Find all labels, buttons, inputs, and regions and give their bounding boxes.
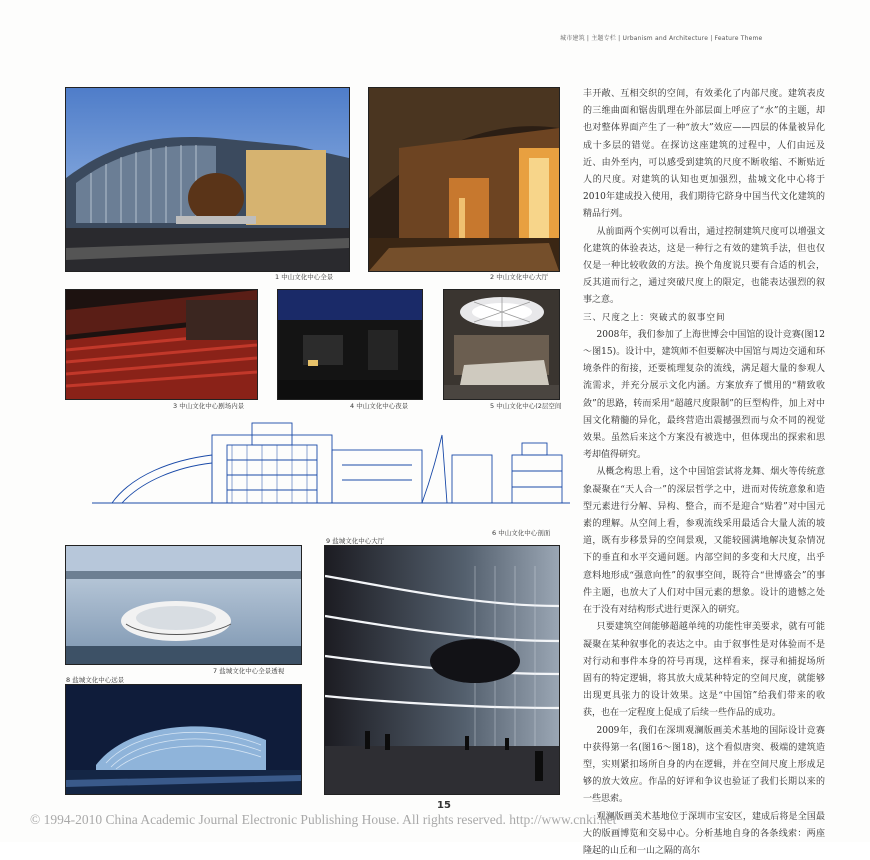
page-number: 15 [437, 800, 451, 811]
figure-2-photo [368, 87, 560, 272]
figure-3-caption: 3 中山文化中心剧场内景 [173, 402, 245, 410]
figure-7-caption: 7 盐城文化中心全景透视 [213, 667, 285, 675]
figure-6-caption: 6 中山文化中心剖面 [492, 529, 551, 537]
figure-4-photo [277, 289, 423, 400]
body-paragraph: 观澜版画美术基地位于深圳市宝安区，建成后将是全国最大的版画博览和交易中心。分析基地自身的各条线索：两座隆起的山丘和一山之隔的高尔 [583, 811, 825, 856]
body-paragraph: 2008年，我们参加了上海世博会中国馆的设计竞赛(图12～图15)。设计中，建筑师不但要解决中国馆与周边交通和环境条件的衔接，还要梳理复杂的流线，满足超大量的参观人流需求，并充分展示文化内涵。方案放弃了惯用的“精致收敛”的思路，转而采用“超越尺度限制”的巨型构件，加上对中国文化精髓的异化，最终营造出震撼强烈而与众不同的视觉效果。虽然后来这个方案没有被选中，但体现出的探索和思考却值得研究。 [583, 329, 825, 461]
figure-7-photo [65, 545, 302, 665]
figure-9-caption: 9 盐城文化中心大厅 [326, 537, 385, 545]
section-heading: 三、尺度之上：突破式的叙事空间 [583, 312, 726, 323]
figure-2-caption: 2 中山文化中心大厅 [490, 273, 549, 281]
figure-6-section-drawing [92, 415, 570, 525]
figure-4-caption: 4 中山文化中心夜景 [350, 402, 409, 410]
figure-8-photo [65, 684, 302, 795]
figure-1-caption: 1 中山文化中心全景 [275, 273, 334, 281]
body-paragraph: 从前面两个实例可以看出，通过控制建筑尺度可以增强文化建筑的体验表达，这是一种行之有效的建筑手法，但也仅仅是一种比较收敛的方法。换个角度说只要有合适的机会，反其道而行之，通过突破尺度上的限定，也能表达强烈的叙事之意。 [583, 226, 825, 306]
footer-copyright: © 1994-2010 China Academic Journal Electronic Publishing House. All rights reserved. http://www.cnki.net [30, 812, 617, 827]
body-paragraph: 从概念构思上看，这个中国馆尝试将龙舞、烟火等传统意象凝聚在“天人合一”的深层哲学之中，进而对传统意象和造型元素进行分解、异构、整合，而不是迎合“贴着”对中国元素的理解。从空间上看，参观流线采用最适合大量人流的坡道，既有步移景异的空间景观，又能较圆满地解决复杂情况下的垂直和水平交通问题。内部空间的多变和大尺度，出乎意料地形成“强意向性”的叙事空间，既符合“世博盛会”的事件主题，也放大了人们对中国元素的想象。设计的遗憾之处在于没有对结构形式进行更深入的研究。 [583, 467, 825, 616]
figure-5-photo [443, 289, 560, 400]
figure-1-photo [65, 87, 350, 272]
figure-5-caption: 5 中山文化中心(2层空间 [490, 402, 562, 410]
body-paragraph: 只要建筑空间能够超越单纯的功能性审美要求，就有可能凝聚在某种叙事化的表达之中。由于叙事性是对体验而不是对行动和事件本身的符号再现，这样看来，探寻和捕捉场所固有的特定逻辑，将其放大成某种特定的空间尺度，就能够出现更具张力的设计效果。这是“中国馆”给我们带来的收获，也在一定程度上促成了后续一些作品的成功。 [583, 622, 825, 719]
body-paragraph: 2009年，我们在深圳观澜版画美术基地的国际设计竞赛中获得第一名(图16～图18)，这个看似唐突、极端的建筑造型，实则紧扣场所自身的内在逻辑，并在空间尺度上形成足够的放大效应。作品的好评和争议也验证了我们长期以来的一些思索。 [583, 725, 825, 805]
body-paragraph: 丰开敞、互相交织的空间，有效柔化了内部尺度。建筑表皮的三维曲面和锯齿肌理在外部层面上呼应了“水”的主题，却也对整体界面产生了一种“放大”效应——四层的体量被异化成十多层的错觉。在探访这座建筑的过程中，人们由远及近、由外至内，可以感受到建筑的尺度不断收缩、不断贴近人的尺度。对建筑的认知也更加强烈，盐城文化中心将于2010年建成投入使用，我们期待它跻身中国当代文化建筑的精品行列。 [583, 89, 825, 220]
body-text-column [583, 86, 825, 860]
figure-9-photo [324, 545, 560, 795]
figure-3-photo [65, 289, 258, 400]
figure-8-caption: 8 盐城文化中心远景 [66, 676, 125, 684]
running-header: 城市建筑 | 主题专栏 | Urbanism and Architecture | Feature Theme [560, 35, 763, 42]
